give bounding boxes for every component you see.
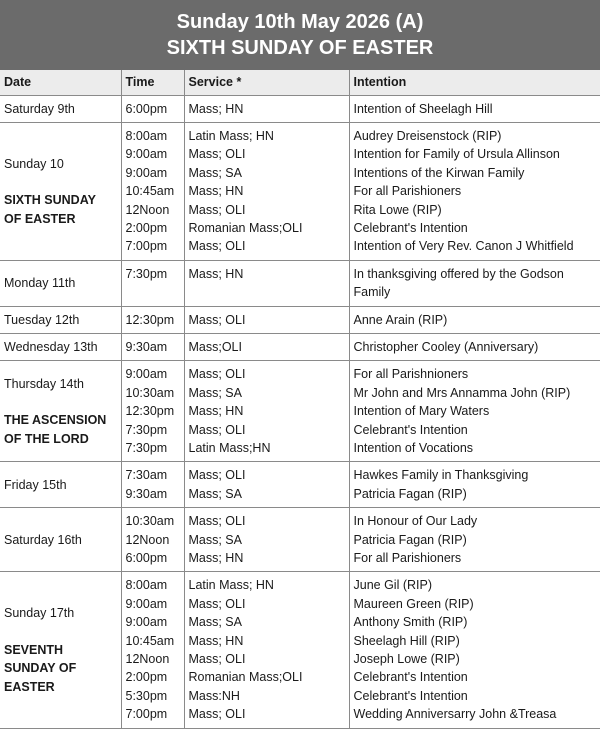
time-cell [121, 361, 184, 462]
time-entry: 7:30pm [125, 422, 168, 437]
intention-entry: June Gil (RIP) [353, 578, 432, 593]
table-row [0, 122, 600, 260]
service-entry: Mass; OLI [188, 202, 246, 217]
time-entry: 12Noon [125, 202, 170, 217]
intention-entry: Christopher Cooley (Anniversary) [353, 339, 539, 354]
feast-name: SEVENTH [4, 642, 64, 657]
table-row [0, 95, 600, 122]
intention-entry: Intention of Vocations [353, 441, 474, 455]
intention-entry: For all Parishioners [353, 551, 462, 566]
feast-name: OF THE LORD [4, 431, 89, 446]
time-entry: 8:00am [125, 578, 168, 593]
date-spacer [4, 173, 119, 191]
service-entry: Mass;OLI [188, 339, 242, 354]
time-entry: 10:30am [125, 514, 175, 529]
time-entry: 12:30pm [125, 312, 175, 327]
intention-entry: Intention of Sheelagh Hill [353, 101, 493, 116]
date-cell [0, 572, 121, 728]
time-cell [121, 306, 184, 333]
intention-cell [349, 122, 600, 260]
time-cell [121, 572, 184, 728]
intention-entry: Rita Lowe (RIP) [353, 202, 442, 217]
intention-entry: Celebrant's Intention [353, 688, 468, 703]
service-entry: Mass; OLI [188, 468, 246, 483]
intention-entry: Family [353, 285, 391, 300]
service-entry: Mass; HN [188, 633, 244, 648]
date-label: Thursday 14th [4, 376, 84, 391]
time-entry: 9:00am [125, 165, 168, 180]
intention-cell [349, 306, 600, 333]
intention-entry: Hawkes Family in Thanksgiving [353, 468, 529, 483]
service-entry: Romanian Mass;OLI [188, 220, 303, 235]
header-date-line: Sunday 10th May 2026 (A) [176, 11, 424, 33]
date-spacer [4, 393, 119, 411]
feast-name: EASTER [4, 679, 55, 694]
date-cell [0, 462, 121, 508]
date-cell [0, 306, 121, 333]
intention-entry: Intention of Mary Waters [353, 404, 490, 419]
intention-cell [349, 333, 600, 360]
service-entry [189, 283, 347, 301]
time-entry: 6:00pm [125, 101, 168, 116]
service-cell [184, 95, 349, 122]
service-entry: Mass; OLI [188, 147, 246, 162]
column-header-intention: Intention [349, 70, 600, 95]
service-entry: Mass; SA [188, 385, 242, 400]
service-entry: Latin Mass;HN [188, 441, 271, 455]
service-entry: Romanian Mass;OLI [188, 670, 303, 685]
time-entry: 12:30pm [125, 404, 175, 419]
feast-name: SUNDAY OF [4, 661, 77, 676]
date-label: Monday 11th [4, 275, 76, 290]
intention-cell [349, 508, 600, 572]
service-cell [184, 508, 349, 572]
table-row [0, 260, 600, 306]
service-entry: Mass:NH [188, 688, 240, 703]
table-header-row [0, 70, 600, 95]
time-entry: 9:00am [125, 147, 168, 162]
time-entry: 9:00am [125, 615, 168, 630]
date-spacer [4, 622, 119, 640]
intention-cell [349, 462, 600, 508]
time-entry: 12Noon [125, 532, 170, 547]
time-entry: 9:30am [125, 486, 168, 501]
intention-entry: Intention of Very Rev. Canon J Whitfield [353, 239, 574, 254]
date-label: Tuesday 12th [4, 312, 80, 327]
service-cell [184, 122, 349, 260]
time-cell [121, 260, 184, 306]
intention-entry: Anne Arain (RIP) [353, 312, 448, 327]
intention-cell [349, 361, 600, 462]
intention-entry: In Honour of Our Lady [353, 514, 478, 529]
intention-entry: Patricia Fagan (RIP) [353, 532, 467, 547]
feast-name: OF EASTER [4, 211, 76, 226]
time-entry: 7:30pm [125, 441, 168, 455]
time-entry: 12Noon [125, 652, 170, 667]
intention-entry: For all Parishnioners [353, 367, 469, 382]
intention-entry: Sheelagh Hill (RIP) [353, 633, 460, 648]
time-cell [121, 122, 184, 260]
service-entry: Mass; HN [188, 101, 244, 116]
date-cell [0, 95, 121, 122]
service-entry: Mass; OLI [188, 596, 246, 611]
service-entry: Mass; SA [188, 165, 242, 180]
service-entry: Mass; SA [188, 615, 242, 630]
intention-entry: Intention for Family of Ursula Allinson [353, 147, 560, 162]
intention-entry: Intentions of the Kirwan Family [353, 165, 525, 180]
schedule-body [0, 95, 600, 728]
intention-cell [349, 572, 600, 728]
time-entry: 2:00pm [125, 670, 168, 685]
time-entry: 9:30am [125, 339, 168, 354]
service-cell [184, 260, 349, 306]
table-row [0, 462, 600, 508]
date-cell [0, 122, 121, 260]
service-entry: Mass; HN [188, 404, 244, 419]
time-cell [121, 333, 184, 360]
service-entry: Mass; HN [188, 551, 244, 566]
service-entry: Latin Mass; HN [188, 128, 274, 143]
date-cell [0, 333, 121, 360]
time-entry: 9:00am [125, 367, 168, 382]
time-entry: 7:30am [125, 468, 168, 483]
intention-entry: Wedding Anniversarry John &Treasa [353, 707, 557, 722]
service-entry: Mass; OLI [188, 652, 246, 667]
intention-entry: Celebrant's Intention [353, 422, 468, 437]
intention-entry: In thanksgiving offered by the Godson [353, 266, 564, 281]
time-entry: 7:00pm [125, 707, 168, 722]
service-entry: Mass; SA [188, 532, 242, 547]
date-label: Friday 15th [4, 477, 67, 492]
time-entry: 10:45am [125, 184, 175, 199]
date-cell [0, 361, 121, 462]
column-header-date: Date [0, 70, 121, 95]
service-entry: Mass; OLI [188, 367, 246, 382]
intention-entry: Mr John and Mrs Annamma John (RIP) [353, 385, 571, 400]
table-row [0, 572, 600, 728]
date-label: Saturday 9th [4, 101, 75, 116]
table-row [0, 361, 600, 462]
intention-entry: Audrey Dreisenstock (RIP) [353, 128, 502, 143]
date-cell [0, 260, 121, 306]
feast-name: THE ASCENSION [4, 413, 107, 428]
intention-entry: Patricia Fagan (RIP) [353, 486, 467, 501]
time-entry: 10:30am [125, 385, 175, 400]
time-cell [121, 95, 184, 122]
service-entry: Mass; SA [188, 486, 242, 501]
service-cell [184, 333, 349, 360]
time-cell [121, 508, 184, 572]
service-entry: Mass; OLI [188, 239, 246, 254]
intention-entry: For all Parishioners [353, 184, 462, 199]
intention-cell [349, 260, 600, 306]
intention-entry: Joseph Lowe (RIP) [353, 652, 460, 667]
time-entry: 7:00pm [125, 239, 168, 254]
date-label: Sunday 10 [4, 156, 64, 171]
time-entry: 5:30pm [125, 688, 168, 703]
service-cell [184, 462, 349, 508]
intention-entry: Maureen Green (RIP) [353, 596, 474, 611]
service-entry: Mass; OLI [188, 514, 246, 529]
table-row [0, 508, 600, 572]
header-feast-title: SIXTH SUNDAY OF EASTER [166, 37, 434, 59]
table-row [0, 333, 600, 360]
intention-entry: Celebrant's Intention [353, 220, 468, 235]
time-cell [121, 462, 184, 508]
service-cell [184, 306, 349, 333]
service-entry: Mass; OLI [188, 422, 246, 437]
date-label: Saturday 16th [4, 532, 82, 547]
intention-entry: Anthony Smith (RIP) [353, 615, 468, 630]
time-entry: 6:00pm [125, 551, 168, 566]
intention-cell [349, 95, 600, 122]
service-cell [184, 361, 349, 462]
time-entry: 2:00pm [125, 220, 168, 235]
service-entry: Mass; HN [188, 266, 244, 281]
column-header-time: Time [121, 70, 184, 95]
time-entry: 9:00am [125, 596, 168, 611]
table-row [0, 306, 600, 333]
date-label: Sunday 17th [4, 606, 75, 621]
time-entry: 10:45am [125, 633, 175, 648]
service-entry: Mass; OLI [188, 707, 246, 722]
service-cell [184, 572, 349, 728]
mass-schedule-table [0, 70, 600, 729]
service-entry: Mass; HN [188, 184, 244, 199]
service-entry: Mass; OLI [188, 312, 246, 327]
page-header [0, 0, 600, 70]
time-entry [126, 283, 182, 301]
service-entry: Latin Mass; HN [188, 578, 274, 593]
feast-name: SIXTH SUNDAY [4, 193, 96, 208]
column-header-service: Service * [184, 70, 349, 95]
intention-entry: Celebrant's Intention [353, 670, 468, 685]
date-cell [0, 508, 121, 572]
time-entry: 7:30pm [125, 266, 168, 281]
time-entry: 8:00am [125, 128, 168, 143]
date-label: Wednesday 13th [4, 339, 98, 354]
